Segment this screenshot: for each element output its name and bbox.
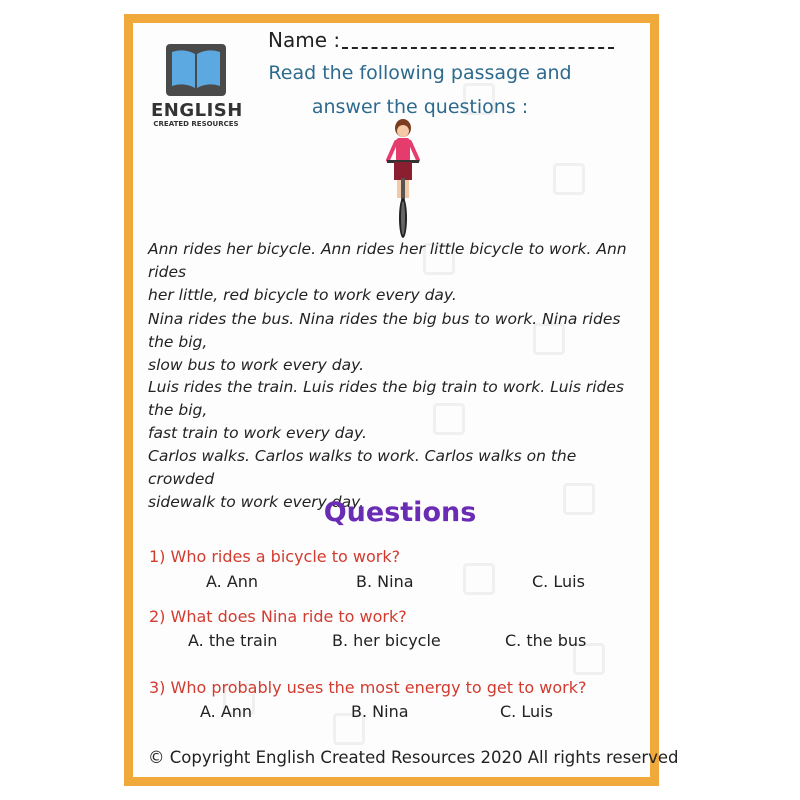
passage-line: Luis rides the train. Luis rides the big train to work. Luis rides the big, (148, 378, 624, 419)
passage-paragraph-nina (148, 308, 638, 377)
question-3-option-b[interactable]: B. Nina (351, 702, 409, 721)
passage-paragraph-ann (148, 238, 638, 307)
question-3-option-a[interactable]: A. Ann (200, 702, 253, 721)
question-2: 2) What does Nina ride to work? (149, 607, 407, 626)
question-1-option-b[interactable]: B. Nina (356, 572, 414, 591)
logo-title: ENGLISH (151, 100, 243, 121)
passage-line: slow bus to work every day. (148, 356, 365, 374)
name-field (268, 28, 614, 52)
question-2-option-b[interactable]: B. her bicycle (332, 631, 441, 650)
passage-line: fast train to work every day. (148, 424, 367, 442)
question-3: 3) Who probably uses the most energy to get to work? (149, 678, 587, 697)
girl-on-bicycle-illustration (383, 118, 423, 240)
passage-line: sidewalk to work every day. (148, 493, 365, 511)
question-1-option-c[interactable]: C. Luis (532, 572, 585, 591)
question-1: 1) Who rides a bicycle to work? (149, 547, 401, 566)
watermark-icon (553, 163, 585, 195)
question-2-option-c[interactable]: C. the bus (505, 631, 587, 650)
instructions-line-1: Read the following passage and (268, 62, 572, 84)
questions-heading: Questions (323, 497, 477, 528)
english-created-resources-logo (151, 42, 241, 128)
watermark-icon (463, 563, 495, 595)
passage-line: Nina rides the bus. Nina rides the big bus to work. Nina rides the big, (148, 310, 621, 351)
passage-line: her little, red bicycle to work every day. (148, 286, 457, 304)
question-1-option-a[interactable]: A. Ann (206, 572, 259, 591)
book-icon (164, 42, 228, 98)
name-label: Name : (268, 28, 341, 52)
passage-paragraph-luis (148, 376, 638, 445)
instructions-line-2: answer the questions : (311, 96, 529, 118)
copyright-footer: © Copyright English Created Resources 2020 All rights reserved (148, 748, 679, 767)
question-2-option-a[interactable]: A. the train (188, 631, 278, 650)
passage-line: Carlos walks. Carlos walks to work. Carlos walks on the crowded (148, 447, 577, 488)
logo-subtitle: CREATED RESOURCES (153, 120, 239, 128)
question-3-option-c[interactable]: C. Luis (500, 702, 553, 721)
name-blank-line[interactable] (342, 31, 614, 49)
passage-line: Ann rides her bicycle. Ann rides her little bicycle to work. Ann rides (148, 240, 627, 281)
